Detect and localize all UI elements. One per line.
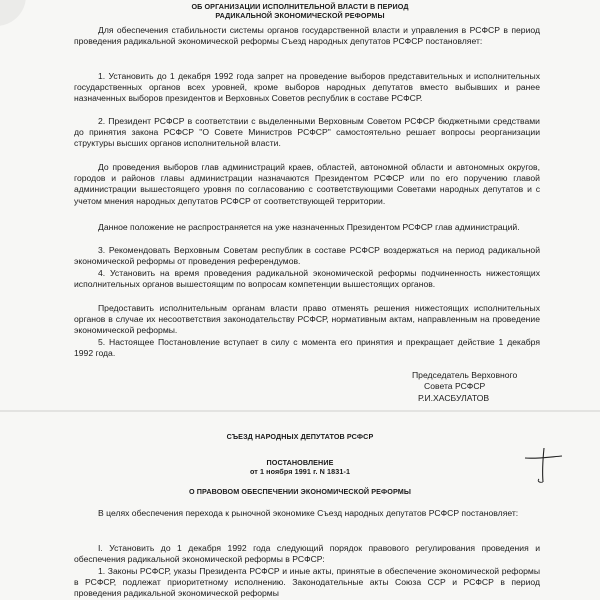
page-break-divider — [0, 410, 600, 412]
paragraph-cancel-right: Предоставить исполнительным органам власти право отменять решения нижестоящих исполнительных органов в случае их несоответствия законодательству РСФСР, нормативным актам, направленным на проведение экономической реформы. — [74, 303, 540, 336]
document-title: О ПРАВОВОМ ОБЕСПЕЧЕНИИ ЭКОНОМИЧЕСКОЙ РЕФОРМЫ — [189, 487, 411, 496]
decree-heading-line1: ОБ ОРГАНИЗАЦИИ ИСПОЛНИТЕЛЬНОЙ ВЛАСТИ В ПЕРИОД — [191, 2, 409, 11]
congress-heading: СЪЕЗД НАРОДНЫХ ДЕПУТАТОВ РСФСР — [226, 432, 374, 441]
signature-block — [412, 370, 552, 404]
paragraph-item-5: 5. Настоящее Постановление вступает в силу с момента его принятия и прекращает действие 1 декабря 1992 года. — [74, 337, 540, 359]
paragraph-preamble: Для обеспечения стабильности системы органов государственной власти и управления в РСФСР в период проведения радикальной экономической реформы Съезд народных депутатов РСФСР постановляет: — [74, 25, 540, 47]
paragraph-item-1: 1. Установить до 1 декабря 1992 года запрет на проведение выборов представительных и исполнительных государственных органов всех уровней, кроме выборов народных депутатов вместо выбывших и ранее назначенных выборов президентов и Верховных Советов республик в составе РСФСР. — [74, 71, 540, 104]
paragraph-item-4: 4. Установить на время проведения радикальной экономической реформы подчиненность нижестоящих исполнительных органов вышестоящим по вопросам компетенции вышестоящих органов. — [74, 268, 540, 290]
paragraph-bottom-preamble: В целях обеспечения перехода к рыночной экономике Съезд народных депутатов РСФСР постановляет: — [98, 508, 519, 518]
paragraph-heads-appointment: До проведения выборов глав администраций краев, областей, автономной области и автономных округов, городов и районов главы администрации назначаются Президентом РСФСР или по его поручению главой администрации вышестоящего уровня по согласованию с соответствующими Советами народных депутатов и с учетом мнения народных депутатов РСФСР от соответствующей территории. — [74, 162, 540, 206]
paragraph-exemption: Данное положение не распространяется на уже назначенных Президентом РСФСР глав администраций. — [98, 222, 520, 232]
paragraph-item-2: 2. Президент РСФСР в соответствии с выделенными Верховным Советом РСФСР бюджетными средствами до принятия закона РСФСР "О Совете Министров РСФСР" самостоятельно решает вопросы реорганизации структуры высших органов исполнительной власти. — [74, 116, 540, 149]
paragraph-item-3: 3. Рекомендовать Верховным Советам республик в составе РСФСР воздержаться на период радикальной экономической реформы от проведения референдумов. — [74, 245, 540, 267]
document-date-number: от 1 ноября 1991 г. N 1831-1 — [249, 467, 351, 476]
document-type: ПОСТАНОВЛЕНИЕ — [266, 458, 334, 467]
signature-body: Совета РСФСР — [424, 381, 486, 392]
handwritten-cross-mark — [522, 446, 566, 486]
paragraph-bottom-section-1: I. Установить до 1 декабря 1992 года следующий порядок правового регулирования проведения и обеспечения радикальной экономической реформы в РСФСР: — [74, 543, 540, 565]
signature-position: Председатель Верховного — [412, 370, 518, 380]
paragraph-bottom-item-1: 1. Законы РСФСР, указы Президента РСФСР и иные акты, принятые в обеспечение экономической реформы в РСФСР, подлежат приоритетному исполнению. Законодательные акты Союза ССР и РСФСР в период проведения радикальной экономической реформы — [74, 566, 540, 599]
signature-name: Р.И.ХАСБУЛАТОВ — [418, 392, 490, 403]
decree-heading-line2: РАДИКАЛЬНОЙ ЭКОНОМИЧЕСКОЙ РЕФОРМЫ — [215, 11, 385, 20]
